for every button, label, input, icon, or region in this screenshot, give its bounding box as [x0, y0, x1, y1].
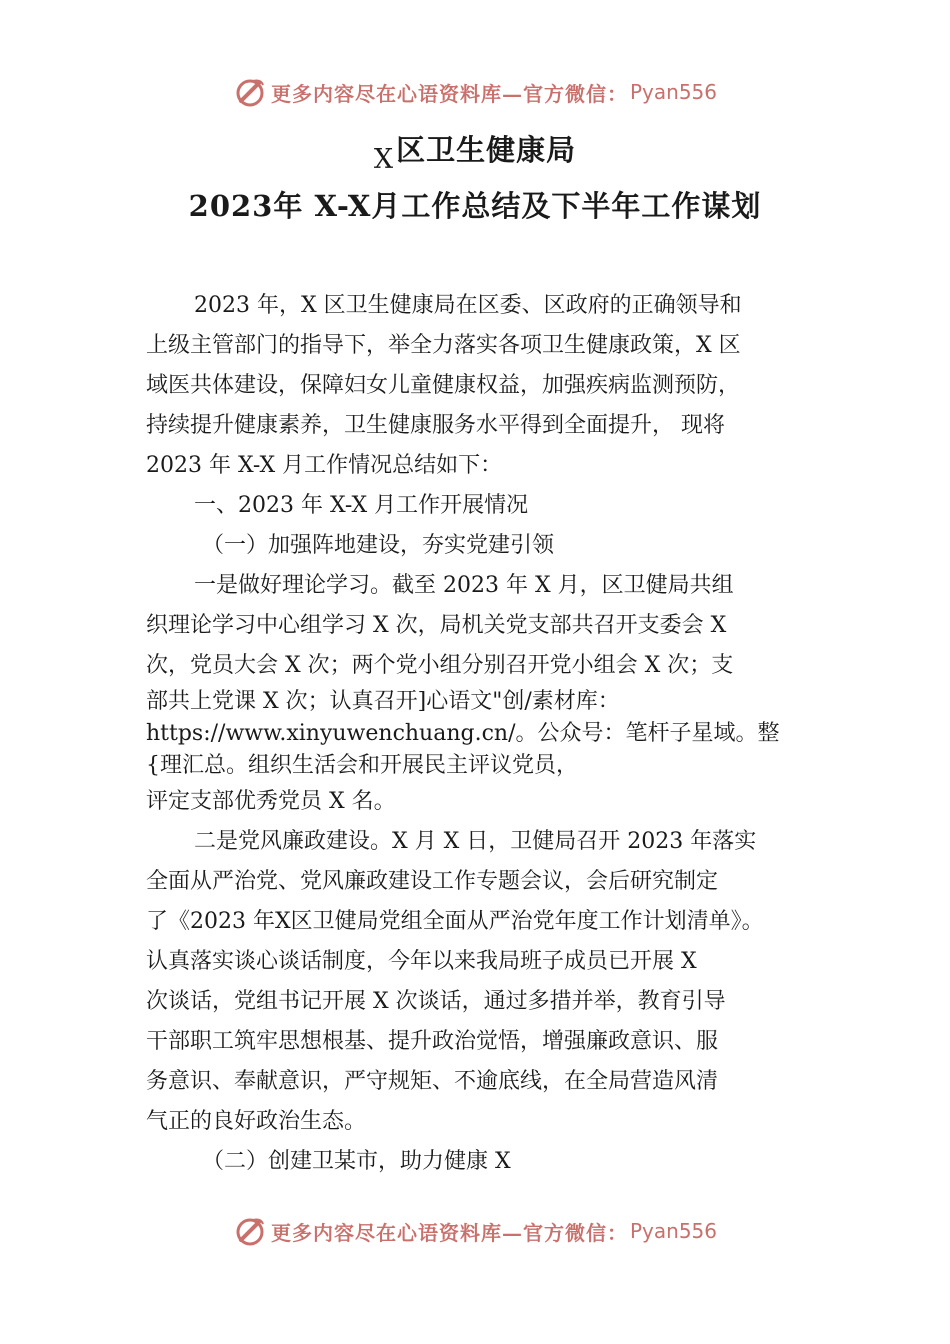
- body-line: 持续提升健康素养，卫生健康服务水平得到全面提升， 现将: [146, 413, 725, 438]
- body-line: {理汇总。组织生活会和开展民主评议党员，: [146, 753, 578, 778]
- subsection-heading: （二）创建卫某市，助力健康 X: [202, 1149, 511, 1174]
- subsection-heading: （一）加强阵地建设，夯实党建引领: [202, 533, 555, 558]
- body-line: 次谈话，党组书记开展 X 次谈话，通过多措并举，教育引导: [146, 989, 726, 1014]
- body-line: 2023 年 X-X 月工作情况总结如下：: [146, 453, 503, 478]
- body-line: 2023 年，X 区卫生健康局在区委、区政府的正确领导和: [194, 293, 742, 318]
- title-org-name: 区卫生健康局: [396, 133, 577, 167]
- title-x-mark: X: [373, 144, 395, 175]
- body-line: 部共上党课 X 次；认真召开]心语文"创/素材库：: [146, 689, 620, 714]
- body-line: 了《2023 年X区卫健局党组全面从严治党年度工作计划清单》。: [146, 909, 764, 934]
- body-line: 上级主管部门的指导下，举全力落实各项卫生健康政策，X 区: [146, 333, 741, 358]
- body-line: 一是做好理论学习。截至 2023 年 X 月，区卫健局共组: [194, 573, 734, 598]
- footer-watermark-banner: [0, 1211, 950, 1251]
- body-line: 评定支部优秀党员 X 名。: [146, 789, 396, 814]
- watermark-wechat-id: Pyan556: [629, 1219, 717, 1243]
- document-body: [146, 286, 846, 1182]
- section-heading: 一、2023 年 X-X 月工作开展情况: [194, 493, 529, 518]
- body-line: 干部职工筑牢思想根基、提升政治觉悟，增强廉政意识、服: [146, 1029, 719, 1054]
- document-title-line1: [0, 128, 950, 175]
- body-line: 次，党员大会 X 次；两个党小组分别召开党小组会 X 次；支: [146, 653, 734, 678]
- body-line: 气正的良好政治生态。: [146, 1109, 367, 1134]
- brush-circle-logo-icon: [233, 75, 267, 109]
- body-line: 务意识、奉献意识，严守规矩、不逾底线，在全局营造风清: [146, 1069, 719, 1094]
- header-watermark-banner: [0, 72, 950, 112]
- watermark-wechat-id: Pyan556: [629, 80, 717, 104]
- body-line: 域医共体建设，保障妇女儿童健康权益，加强疾病监测预防，: [146, 373, 741, 398]
- body-line: 全面从严治党、党风廉政建设工作专题会议，会后研究制定: [146, 869, 719, 894]
- watermark-text: 更多内容尽在心语资料库—官方微信：: [270, 81, 628, 106]
- body-line: 二是党风廉政建设。X 月 X 日，卫健局召开 2023 年落实: [194, 829, 757, 854]
- body-line: 织理论学习中心组学习 X 次，局机关党支部共召开支委会 X: [146, 613, 727, 638]
- brush-circle-logo-icon: [233, 1214, 267, 1248]
- watermark-text: 更多内容尽在心语资料库—官方微信：: [270, 1220, 628, 1245]
- body-line: https://www.xinyuwenchuang.cn/。公众号：笔杆子星域。整: [146, 721, 780, 746]
- body-line: 认真落实谈心谈话制度，今年以来我局班子成员已开展 X: [146, 949, 697, 974]
- document-title-line2: 2023年 X-X月工作总结及下半年工作谋划: [188, 189, 762, 223]
